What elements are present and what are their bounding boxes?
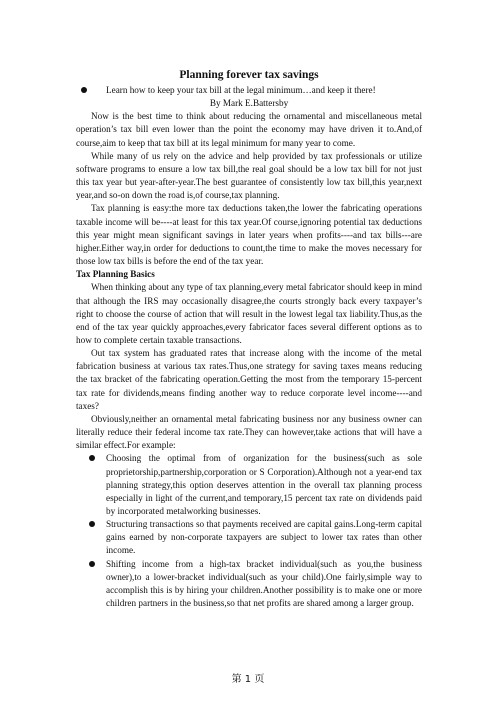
document-body — [76, 68, 422, 610]
bullet-icon — [89, 455, 95, 461]
example-list — [76, 452, 422, 610]
section-heading: Tax Planning Basics — [76, 269, 155, 280]
intro-bullet — [76, 84, 422, 97]
list-item-text: Shifting income from a high-tax bracket individual(such as you,the business owner),to a lower-bracket individual(such as your child).One fairly,simple way to accomplish this is by hiring your children.Another possibility is to make one or more children partners in the business,so that net profits are shared among a larger group. — [106, 558, 422, 609]
list-item — [76, 558, 422, 611]
list-item — [76, 518, 422, 557]
bullet-icon — [81, 87, 87, 93]
page-number: 第 1 页 — [231, 674, 265, 685]
list-item — [76, 452, 422, 518]
paragraph: Tax planning is easy:the more tax deductions taken,the lower the fabricating operations taxable income will be----at least for this tax year.Of course,ignoring potential tax deductions this year might mean significant savings in later years when profits----and tax bills---are higher.Either way,in order for deductions to count,the time to make the moves necessary for those low tax bills is before the end of the tax year. — [76, 203, 422, 267]
paragraph: Obviously,neither an ornamental metal fabricating business nor any business owner can literally reduce their federal income tax rate.They can however,take actions that will have a similar effect.For example: — [76, 413, 422, 451]
byline: By Mark E.Battersby — [209, 98, 289, 109]
list-item-text: Choosing the optimal from of organization for the business(such as sole proprietorship,partnership,corporation or S Corporation).Although not a year-end tax planning strategy,this option deserves attention in the overall tax planning process especially in light of the current,and temporary,15 percent tax rate on dividends paid by incorporated metalworking businesses. — [106, 453, 422, 516]
bullet-icon — [89, 561, 95, 567]
paragraph: Now is the best time to think about reducing the ornamental and miscellaneous metal operation’s tax bill even lower than the point the economy may have driven it to.And,of course,aim to keep that tax bill at its legal minimum for many year to come. — [76, 111, 422, 148]
paragraph: While many of us rely on the advice and help provided by tax professionals or utilize software programs to ensure a low tax bill,the real goal should be a low tax bill for not just this tax year but year-after-year.The best guarantee of consistently low tax bill,this year,next year,and so-on down the road is,of course,tax planning. — [76, 150, 422, 201]
intro-bullet-text: Learn how to keep your tax bill at the legal minimum…and keep it there! — [106, 85, 376, 95]
bullet-icon — [89, 521, 95, 527]
document-title: Planning forever tax savings — [179, 69, 319, 81]
list-item-text: Structuring transactions so that payments received are capital gains.Long-term capital gains earned by non-corporate taxpayers are subject to lower tax rates than other income. — [106, 519, 422, 556]
paragraph: When thinking about any type of tax planning,every metal fabricator should keep in mind that although the IRS may occasionally disagree,the courts strongly back every taxpayer’s right to choose the course of action that will result in the lowest legal tax liability.Thus,as the end of the tax year quickly approaches,every fabricator faces several different options as to how to complete certain taxable transactions. — [76, 282, 422, 345]
paragraph: Out tax system has graduated rates that increase along with the income of the metal fabrication business at various tax rates.Thus,one strategy for saving taxes means reducing the tax bracket of the fabricating operation.Getting the most from the temporary 15-percent tax rate for dividends,means finding another way to reduce corporate level income----and taxes? — [76, 348, 422, 411]
